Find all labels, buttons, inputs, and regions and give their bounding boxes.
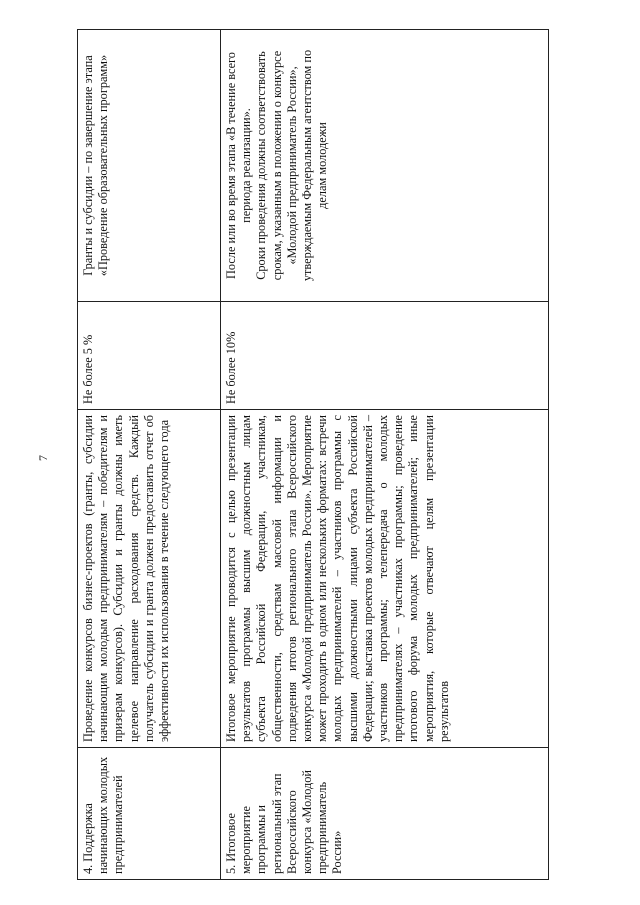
share-cell: Не более 5 % xyxy=(78,302,221,410)
timing-cell xyxy=(78,30,221,302)
description-cell: Итоговое мероприятие проводится с целью презентации результатов программы высшим должностным лицам субъекта Российской Федерации, участникам, общественности, средствам массовой информации и подведения итогов регионального этапа Всероссийского конкурса «Молодой предприниматель России». Мероприятие может проходить в одном или нескольких форматах: встречи молодых предпринимателей – участников программы с высшими должностными лицами субъекта Российской Федерации; выставка проектов молодых предпринимателей – участников программы; телепередача о молодых предпринимателях – участниках программы; проведение итогового форума молодых предпринимателей; иные мероприятия, которые отвечают целям презентации результатов xyxy=(221,410,549,748)
table-row xyxy=(221,30,549,880)
timing-text: Сроки проведения должны соответствовать срокам, указанным в положении о конкурсе «Молодой предприниматель России», утверждаемым Федеральным агентством по делам молодежи xyxy=(254,49,330,282)
measure-cell: 5. Итоговое мероприятие программы и региональный этап Всероссийского конкурса «Молодой предприниматель России» xyxy=(221,748,549,880)
description-cell: Проведение конкурсов бизнес-проектов (гранты, субсидии начинающим молодым предпринимателям – победителям и призерам конкурсов). Субсидии и гранты должны иметь целевое направление расходования средств. Каждый получатель субсидии и гранта должен предоставить отчет об эффективности их использования в течение следующего года xyxy=(78,410,221,748)
measure-cell: 4. Поддержка начинающих молодых предпринимателей xyxy=(78,748,221,880)
timing-cell xyxy=(221,30,549,302)
rotated-table-container xyxy=(77,30,542,880)
page-number: 7 xyxy=(36,455,50,461)
timing-text: После или во время этапа «В течение всего периода реализации». xyxy=(224,52,254,279)
timing-text: Гранты и субсидии – по завершение этапа «Проведение образовательных программ» xyxy=(81,54,111,277)
share-cell: Не более 10% xyxy=(221,302,549,410)
table-row xyxy=(78,30,221,880)
program-table xyxy=(77,29,549,880)
